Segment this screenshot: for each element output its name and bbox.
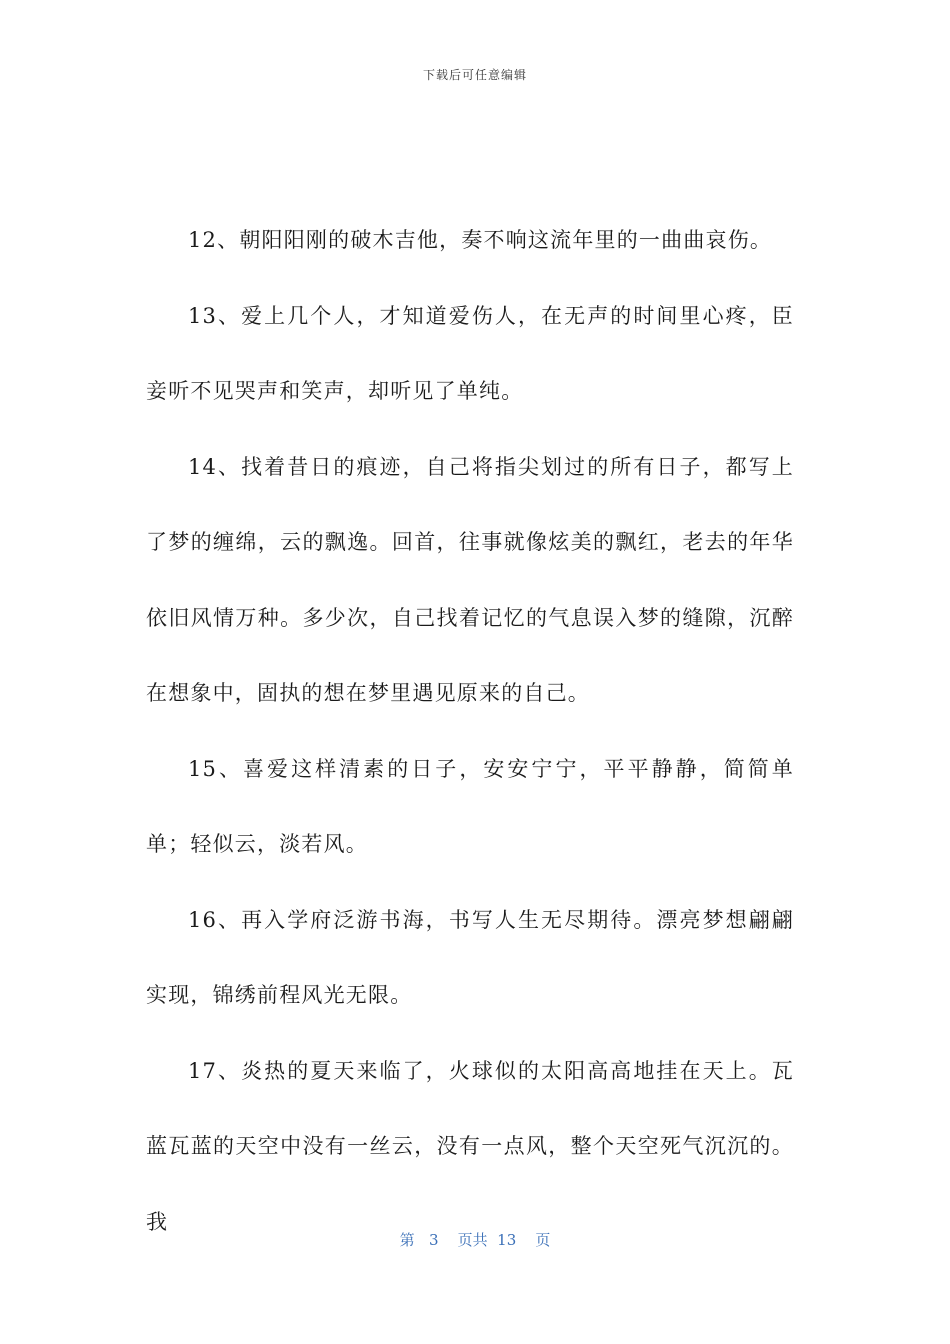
- paragraph-13: 13、爱上几个人，才知道爱伤人，在无声的时间里心疼，臣妾听不见哭声和笑声，却听见了单纯。: [146, 303, 794, 403]
- paragraph-12: 12、朝阳阳刚的破木吉他，奏不响这流年里的一曲曲哀伤。: [188, 228, 773, 252]
- paragraph-14: 14、找着昔日的痕迹，自己将指尖划过的所有日子，都写上了梦的缠绵，云的飘逸。回首，往事就像炫美的飘红，老去的年华依旧风情万种。多少次，自己找着记忆的气息误入梦的缝隙，沉醉在想象中，固执的想在梦里遇见原来的自己。: [146, 454, 794, 705]
- document-body: [146, 203, 794, 1260]
- page-footer: [0, 1229, 950, 1250]
- page-label-prefix: 第: [399, 1231, 415, 1249]
- current-page-number: 3: [428, 1231, 439, 1249]
- total-pages-number: 13: [497, 1231, 517, 1249]
- page-label-mid: 页共: [457, 1231, 488, 1249]
- paragraph-15: 15、喜爱这样清素的日子，安安宁宁，平平静静，简简单单；轻似云，淡若风。: [146, 756, 794, 856]
- header-note: 下载后可任意编辑: [422, 68, 527, 82]
- page-label-suffix: 页: [535, 1231, 551, 1249]
- paragraph-16: 16、再入学府泛游书海，书写人生无尽期待。漂亮梦想翩翩实现，锦绣前程风光无限。: [146, 907, 794, 1007]
- paragraph-17: 17、炎热的夏天来临了，火球似的太阳高高地挂在天上。瓦蓝瓦蓝的天空中没有一丝云，没有一点风，整个天空死气沉沉的。我: [146, 1058, 794, 1234]
